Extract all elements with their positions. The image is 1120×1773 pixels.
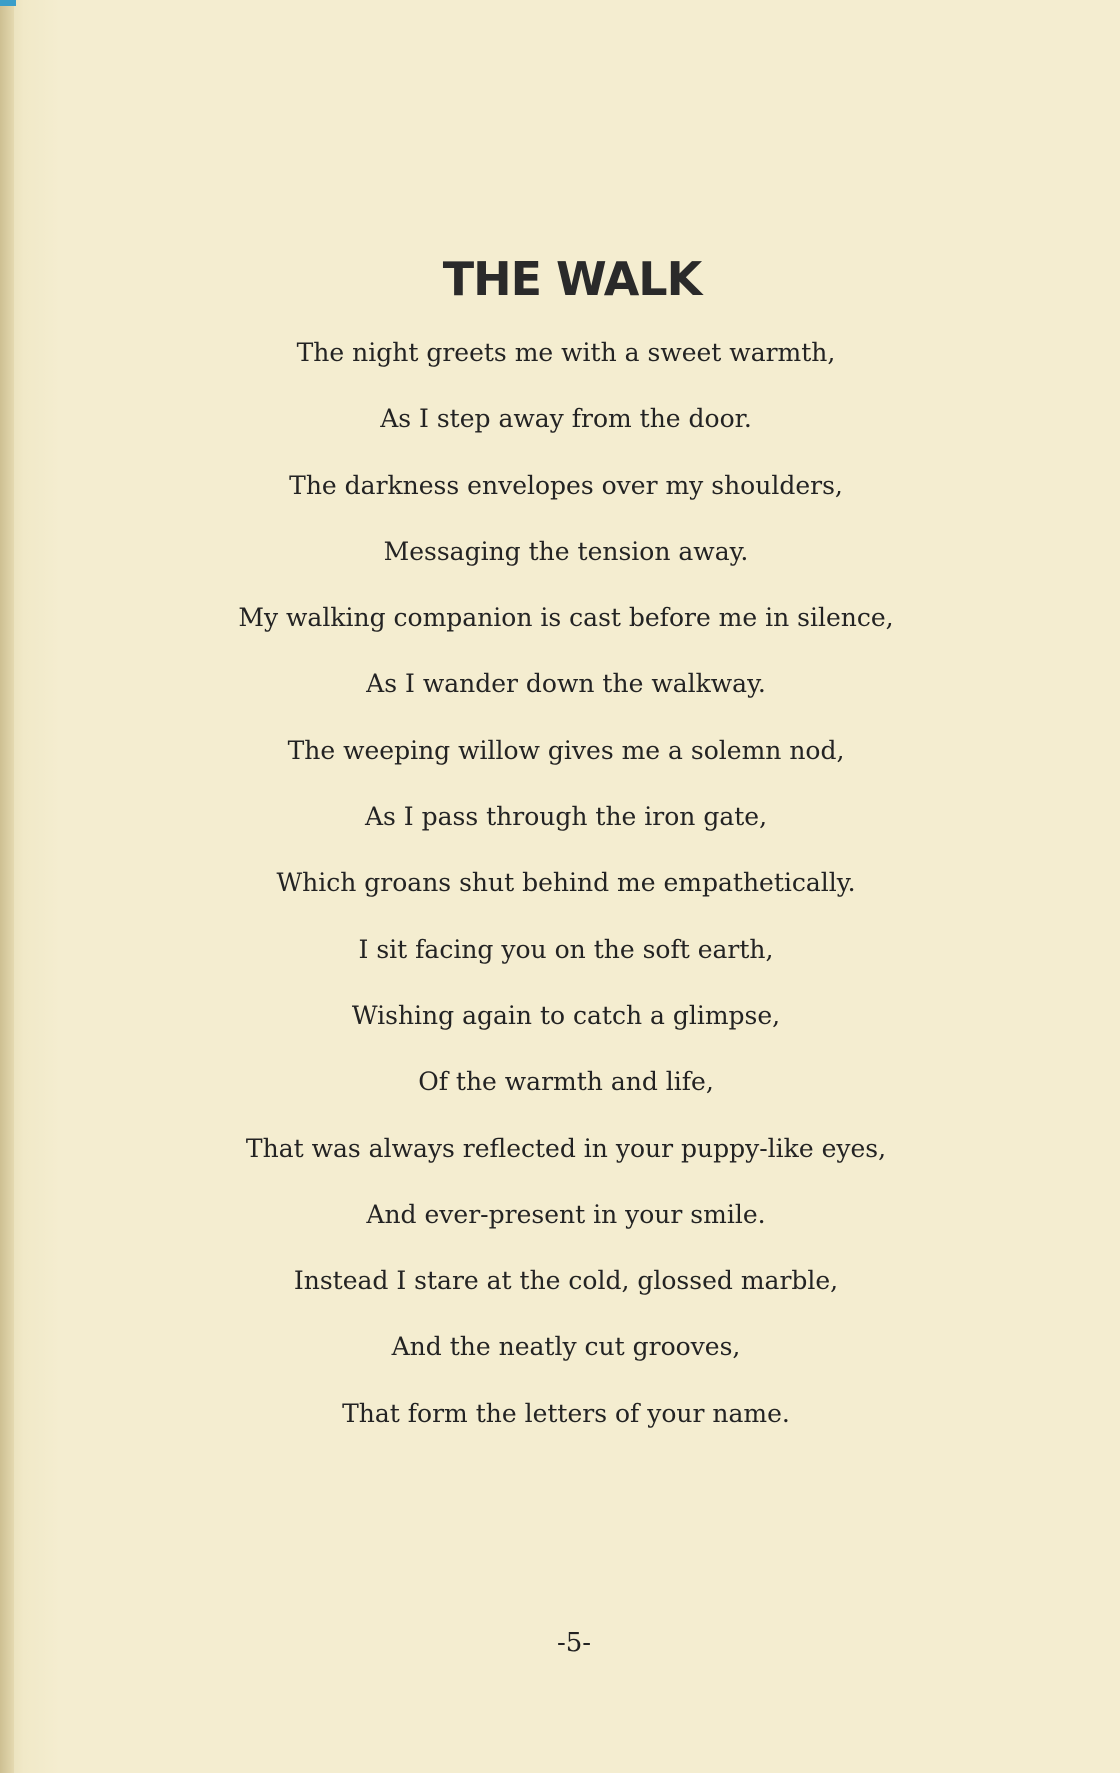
poem-line: Messaging the tension away.	[383, 536, 749, 566]
poem-line: My walking companion is cast before me in silence,	[238, 603, 894, 633]
poem-line: Wishing again to catch a glimpse,	[351, 1000, 781, 1030]
poem-line: As I pass through the iron gate,	[364, 802, 768, 832]
poem-line: That was always reflected in your puppy-like eyes,	[245, 1133, 887, 1163]
poem-line: The night greets me with a sweet warmth,	[296, 338, 836, 367]
poem-line: That form the letters of your name.	[342, 1398, 790, 1428]
poem-line: Which groans shut behind me empathetically.	[276, 868, 856, 898]
poem-line: I sit facing you on the soft earth,	[358, 934, 774, 964]
page-number: -5-	[556, 1628, 592, 1658]
poem-line: The weeping willow gives me a solemn nod,	[287, 735, 845, 765]
poem-line: And the neatly cut grooves,	[391, 1332, 741, 1362]
poem-line: Instead I stare at the cold, glossed marble,	[293, 1266, 839, 1296]
poem-line: As I wander down the walkway.	[366, 669, 766, 699]
poem-body	[0, 331, 1120, 1458]
poem-title: THE WALK	[442, 252, 702, 306]
poem-line: And ever-present in your smile.	[366, 1199, 766, 1229]
poem-line: The darkness envelopes over my shoulders,	[289, 470, 843, 500]
poem-line: Of the warmth and life,	[418, 1067, 714, 1097]
poem-line: As I step away from the door.	[380, 404, 752, 434]
